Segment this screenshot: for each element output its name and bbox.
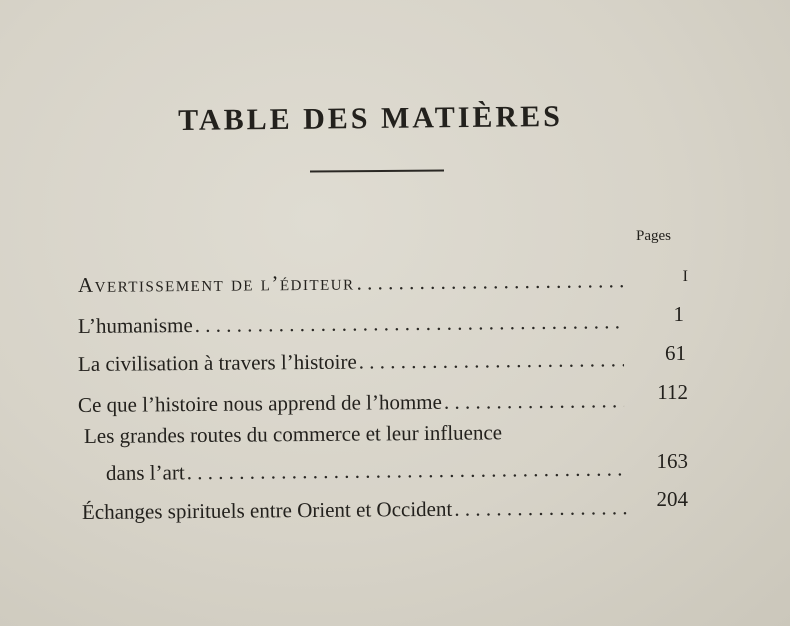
leader-dots (454, 495, 628, 522)
toc-entry-page: 112 (657, 380, 688, 404)
toc-entry-title-line2: dans l’art (105, 460, 185, 485)
toc-entry-page: 163 (656, 449, 688, 473)
pages-column-label: Pages (636, 228, 671, 244)
toc-entry-title: Ce que l’histoire nous apprend de l’homme (77, 389, 443, 417)
toc-entry-title: Échanges spirituels entre Orient et Occident (81, 496, 453, 524)
leader-dots (359, 347, 624, 374)
leader-dots (187, 456, 624, 485)
toc-entry (106, 456, 624, 486)
toc-entry-title: Avertissement de l’éditeur (77, 270, 355, 297)
toc-entry-page: 61 (665, 341, 686, 365)
leader-dots (356, 268, 624, 295)
toc-entry-page: I (682, 268, 688, 285)
leader-dots (195, 309, 624, 338)
toc-entry (78, 268, 624, 298)
toc-entry-title: La civilisation à travers l’histoire (77, 349, 357, 376)
toc-entry (78, 388, 624, 418)
toc-entry-title-line1: Les grandes routes du commerce et leur influence (83, 420, 503, 448)
toc-entry (82, 495, 628, 525)
toc-entry-page: 1 (673, 302, 684, 326)
toc-entry-page: 204 (656, 487, 688, 511)
toc-entry (78, 347, 624, 377)
toc-entry-title: L’humanisme (77, 312, 193, 338)
leader-dots (444, 388, 624, 415)
page-title: TABLE DES MATIÈRES (178, 99, 563, 137)
toc-entry (78, 309, 624, 339)
